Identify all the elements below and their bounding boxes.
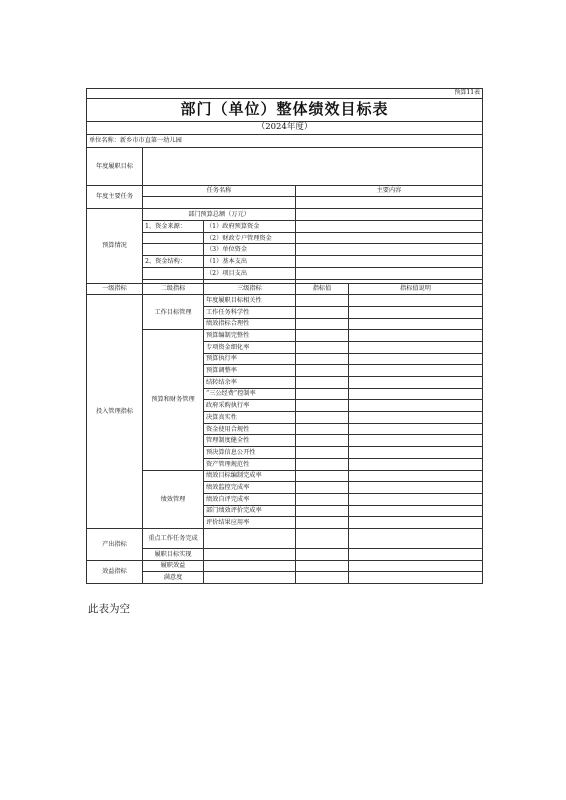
gov-budget-fund-value	[296, 221, 483, 233]
indicator-value	[296, 470, 349, 482]
main-content-header: 主要内容	[296, 185, 483, 197]
level3-header: 三级指标	[204, 283, 296, 295]
indicator-value	[296, 365, 349, 377]
indicator-name: 年度履职目标相关性	[204, 295, 296, 307]
indicator-value	[296, 318, 349, 330]
indicator-value	[296, 572, 349, 584]
indicator-desc	[349, 423, 483, 435]
indicator-name: 结转结余率	[204, 377, 296, 389]
task-name-cell	[143, 197, 296, 209]
main-content-cell	[296, 197, 483, 209]
task-name-header: 任务名称	[143, 185, 296, 197]
indicator-desc	[349, 528, 483, 548]
blank-cell	[204, 528, 296, 548]
indicator-desc	[349, 400, 483, 412]
project-expense-label: （2）项目支出	[204, 267, 296, 279]
indicator-value	[296, 493, 349, 505]
indicator-name: 资产管理规范性	[204, 458, 296, 470]
indicator-value	[296, 388, 349, 400]
indicator-value	[296, 482, 349, 494]
output-label: 产出指标	[87, 528, 143, 560]
table-code: 预算11表	[87, 89, 483, 99]
basic-expense-label: （1）基本支出	[204, 256, 296, 268]
benefit-label: 效益指标	[87, 560, 143, 583]
unit-name: 单位名称：新乡市市直第一幼儿园	[87, 135, 483, 148]
indicator-value	[296, 528, 349, 548]
performance-goal-sheet	[86, 88, 482, 584]
blank-cell	[204, 548, 296, 560]
indicator-name: 预算调整率	[204, 365, 296, 377]
indicator-desc	[349, 341, 483, 353]
indicator-desc	[349, 295, 483, 307]
indicator-name: 绩效监控完成率	[204, 482, 296, 494]
basic-expense-value	[296, 256, 483, 268]
indicator-value	[296, 353, 349, 365]
indicator-value	[296, 423, 349, 435]
indicator-desc	[349, 458, 483, 470]
indicator-value	[296, 330, 349, 342]
indicator-value	[296, 295, 349, 307]
performance-goal-table	[86, 88, 483, 584]
indicator-name: 绩效自评完成率	[204, 493, 296, 505]
desc-header: 指标值说明	[349, 283, 483, 295]
gov-budget-fund-label: （1）政府预算资金	[204, 221, 296, 233]
indicator-desc	[349, 470, 483, 482]
blank-cell	[143, 244, 204, 256]
budget-total-value	[296, 209, 483, 221]
work-goal-group: 工作目标管理	[143, 295, 204, 330]
indicator-value	[296, 548, 349, 560]
indicator-value	[296, 560, 349, 572]
indicator-value	[296, 400, 349, 412]
indicator-name: 绩效指标合理性	[204, 318, 296, 330]
indicator-value	[296, 412, 349, 424]
indicator-desc	[349, 318, 483, 330]
indicator-desc	[349, 353, 483, 365]
indicator-name: 工作任务科学性	[204, 306, 296, 318]
indicator-desc	[349, 548, 483, 560]
indicator-name: 评价结果应用率	[204, 517, 296, 529]
indicator-value	[296, 341, 349, 353]
blank-cell	[204, 572, 296, 584]
indicator-value	[296, 435, 349, 447]
indicator-desc	[349, 306, 483, 318]
indicator-value	[296, 447, 349, 459]
level2-header: 二级指标	[143, 283, 204, 295]
fiscal-special-fund-label: （2）财政专户管理资金	[204, 232, 296, 244]
funding-source-label: 1、资金来源：	[143, 221, 204, 233]
fiscal-year: （2024年度）	[87, 122, 483, 135]
fund-structure-label: 2、资金结构：	[143, 256, 204, 268]
unit-fund-value	[296, 244, 483, 256]
indicator-name: 预决算信息公开性	[204, 447, 296, 459]
indicator-value	[296, 505, 349, 517]
indicator-name: 政府采购执行率	[204, 400, 296, 412]
blank-cell	[143, 267, 204, 279]
indicator-desc	[349, 412, 483, 424]
budget-label: 预算情况	[87, 209, 143, 283]
indicator-desc	[349, 365, 483, 377]
indicator-desc	[349, 493, 483, 505]
indicator-name: 绩效目标编制完成率	[204, 470, 296, 482]
indicator-name: “三公经费”控制率	[204, 388, 296, 400]
indicator-desc	[349, 560, 483, 572]
indicator-desc	[349, 482, 483, 494]
unit-fund-label: （3）单位资金	[204, 244, 296, 256]
indicator-desc	[349, 505, 483, 517]
indicator-name: 资金使用合规性	[204, 423, 296, 435]
main-tasks-label: 年度主要任务	[87, 185, 143, 209]
project-expense-value	[296, 267, 483, 279]
benefit-item: 满意度	[143, 572, 204, 584]
annual-goal-label: 年度履职目标	[87, 147, 143, 185]
indicator-value	[296, 458, 349, 470]
output-item: 履职目标实现	[143, 548, 204, 560]
indicator-value	[296, 306, 349, 318]
indicator-name: 专项资金细化率	[204, 341, 296, 353]
output-item: 重点工作任务完成	[143, 528, 204, 548]
indicator-desc	[349, 388, 483, 400]
indicator-desc	[349, 377, 483, 389]
blank-cell	[143, 232, 204, 244]
performance-mgmt-group: 绩效管理	[143, 470, 204, 528]
page-title: 部门（单位）整体绩效目标表	[87, 99, 483, 122]
indicator-desc	[349, 330, 483, 342]
benefit-item: 履职效益	[143, 560, 204, 572]
annual-goal-cell	[143, 147, 483, 185]
value-header: 指标值	[296, 283, 349, 295]
indicator-name: 决算真实性	[204, 412, 296, 424]
indicator-desc	[349, 517, 483, 529]
indicator-name: 预算编制完整性	[204, 330, 296, 342]
level1-header: 一级指标	[87, 283, 143, 295]
indicator-value	[296, 517, 349, 529]
input-management-label: 投入管理指标	[87, 295, 143, 529]
budget-finance-group: 预算和财务管理	[143, 330, 204, 470]
indicator-name: 部门绩效评价完成率	[204, 505, 296, 517]
budget-total-label: 部门预算总额（万元）	[143, 209, 296, 221]
indicator-desc	[349, 435, 483, 447]
indicator-desc	[349, 572, 483, 584]
empty-table-note: 此表为空	[88, 603, 130, 615]
indicator-value	[296, 377, 349, 389]
indicator-name: 管理制度健全性	[204, 435, 296, 447]
indicator-name: 预算执行率	[204, 353, 296, 365]
blank-cell	[204, 560, 296, 572]
indicator-desc	[349, 447, 483, 459]
fiscal-special-fund-value	[296, 232, 483, 244]
